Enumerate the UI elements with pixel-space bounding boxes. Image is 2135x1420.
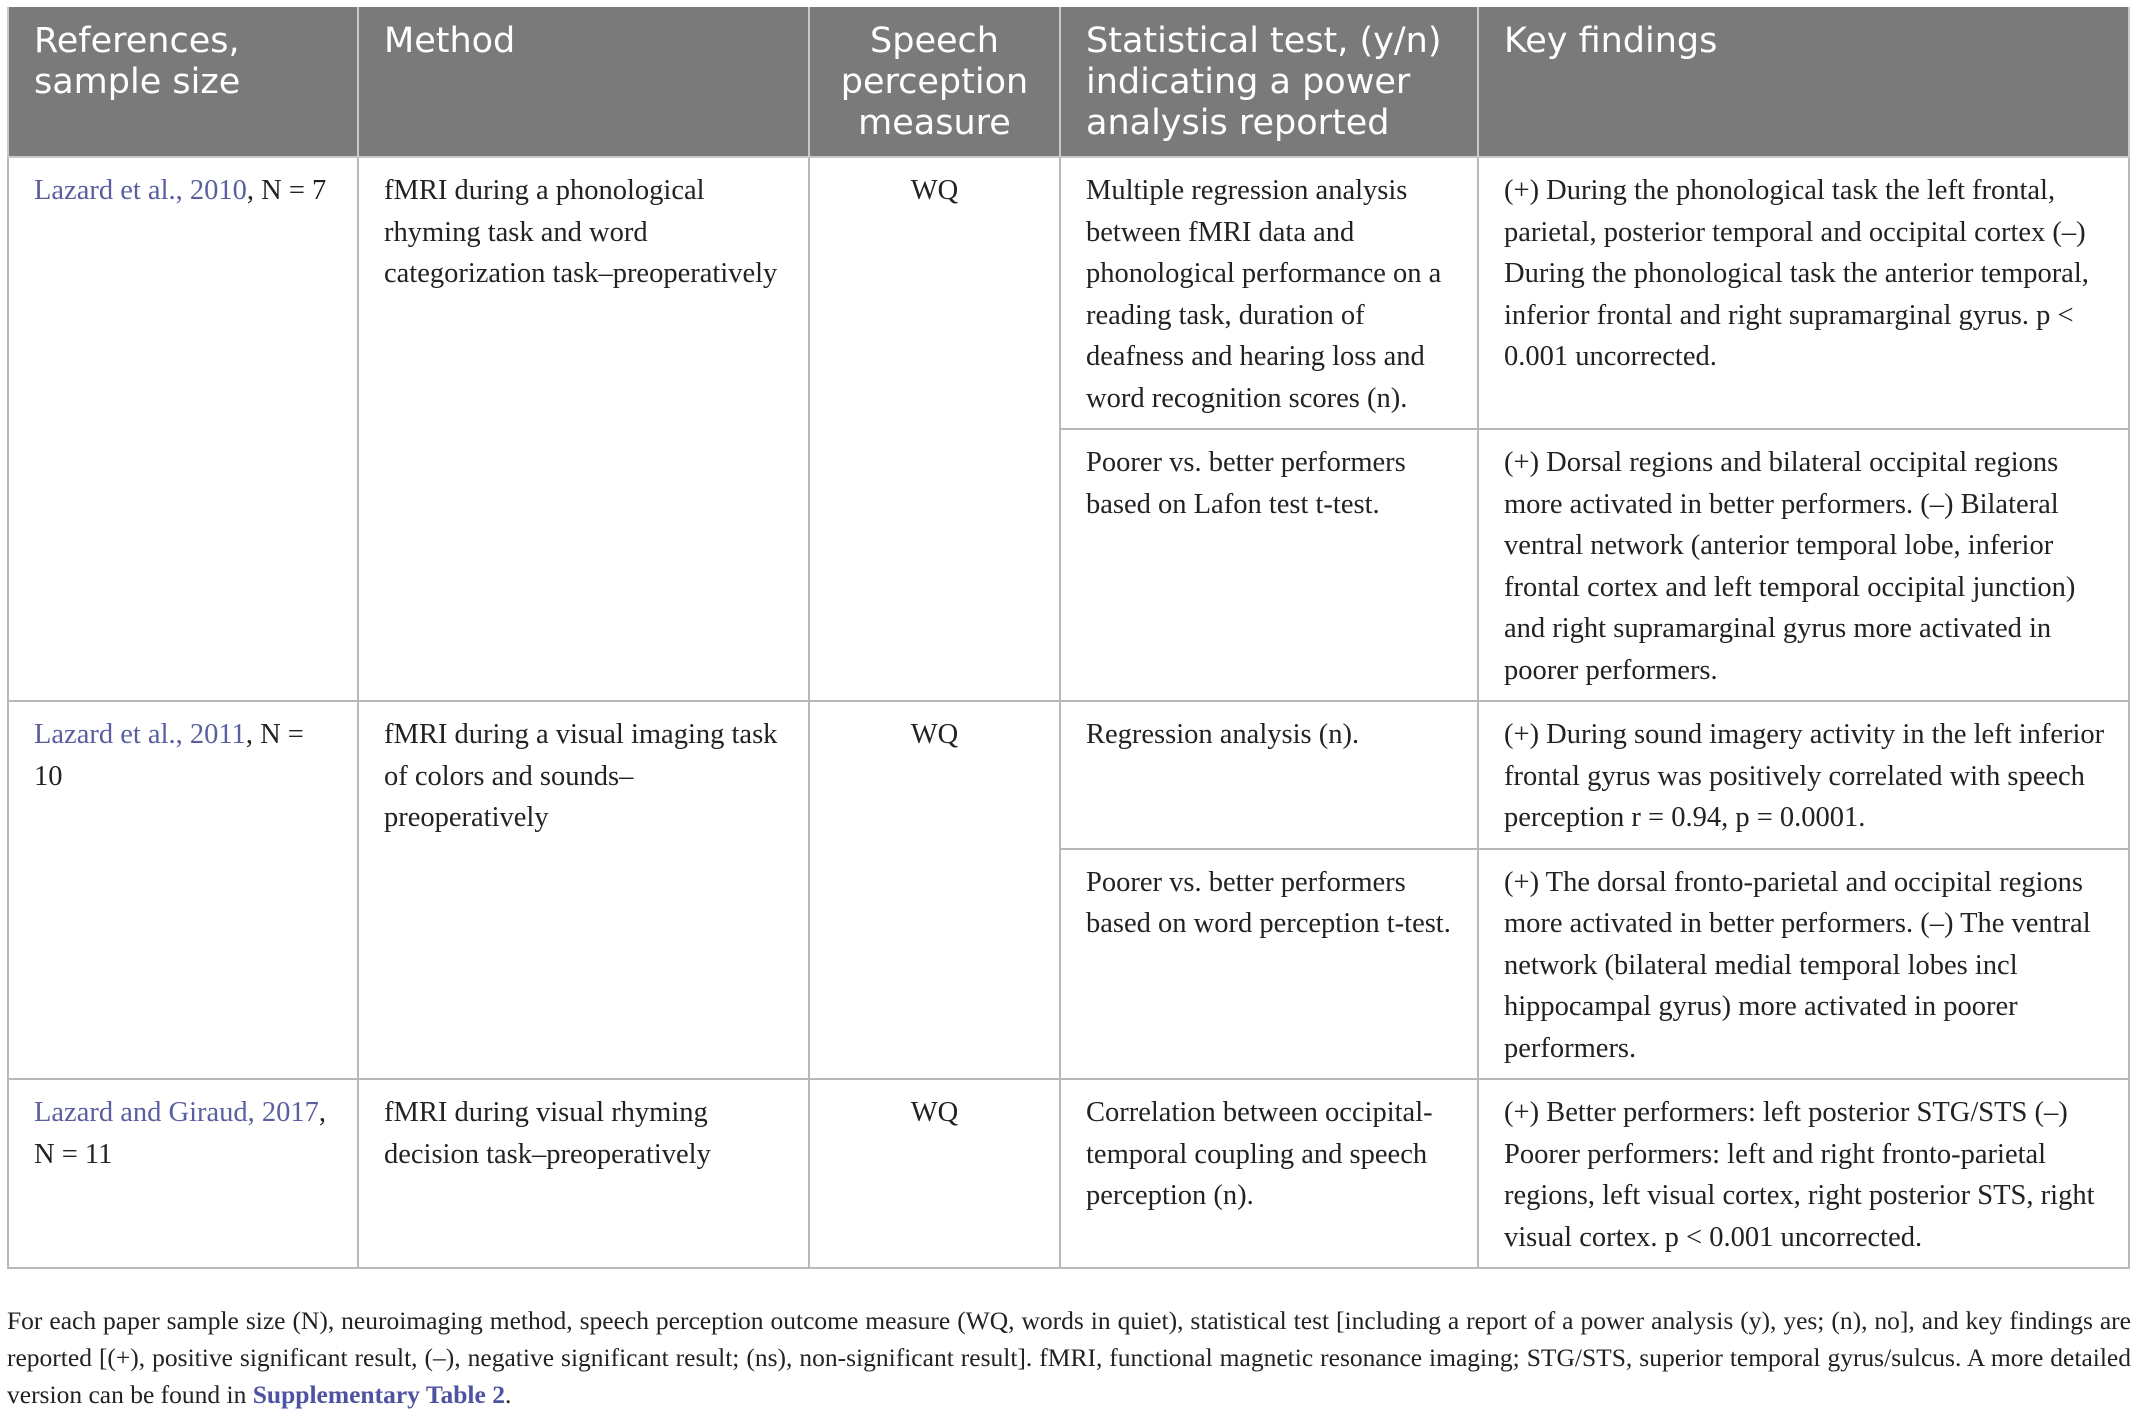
reference-cell: [8, 701, 358, 1079]
header-references: References, sample size: [8, 7, 358, 157]
test-cell: Poorer vs. better performers based on Lafon test t-test.: [1060, 429, 1478, 701]
table-row: [8, 1079, 2129, 1268]
sample-size: , N = 10: [34, 719, 304, 792]
reference-cell: [8, 1079, 358, 1268]
header-statistical-test: Statistical test, (y/n) indicating a power analysis reported: [1060, 7, 1478, 157]
sample-size: , N = 7: [246, 175, 327, 206]
measure-cell: WQ: [809, 157, 1060, 701]
findings-table: [7, 7, 2130, 1269]
test-cell: Regression analysis (n).: [1060, 701, 1478, 849]
reference-link[interactable]: Lazard et al.,: [34, 175, 190, 206]
table-row: [8, 701, 2129, 849]
header-measure: Speech perception measure: [809, 7, 1060, 157]
findings-cell: (+) During sound imagery activity in the left inferior frontal gyrus was positively correlated with speech perception r = 0.94, p = 0.0001.: [1478, 701, 2129, 849]
test-cell: Multiple regression analysis between fMRI data and phonological performance on a reading task, duration of deafness and hearing loss and word recognition scores (n).: [1060, 157, 1478, 429]
footnote-text: For each paper sample size (N), neuroimaging method, speech perception outcome measure (WQ, words in quiet), statistical test [including a report of a power analysis (y), yes; (n), no], and key findings are reported [(+), positive significant result, (–), negative significant result; (ns), non-significant result]. fMRI, functional magnetic resonance imaging; STG/STS, superior temporal gyrus/sulcus. A more detailed version can be found in: [7, 1306, 2131, 1409]
footnote-end: .: [504, 1380, 512, 1409]
measure-cell: WQ: [809, 1079, 1060, 1268]
findings-cell: (+) Dorsal regions and bilateral occipital regions more activated in better performers. (–) Bilateral ventral network (anterior temporal lobe, inferior frontal cortex and left temporal occipital junction) and right supramarginal gyrus more activated in poorer performers.: [1478, 429, 2129, 701]
sample-size: , N = 11: [34, 1097, 327, 1170]
table-header-row: [8, 7, 2129, 157]
findings-table-wrapper: [7, 7, 2128, 1269]
test-cell: Correlation between occipital-temporal coupling and speech perception (n).: [1060, 1079, 1478, 1268]
method-cell: fMRI during a visual imaging task of colors and sounds–preoperatively: [358, 701, 809, 1079]
findings-cell: (+) The dorsal fronto-parietal and occipital regions more activated in better performers. (–) The ventral network (bilateral medial temporal lobes incl hippocampal gyrus) more activated in poorer performers.: [1478, 849, 2129, 1080]
findings-cell: (+) Better performers: left posterior STG/STS (–) Poorer performers: left and right fronto-parietal regions, left visual cortex, right posterior STS, right visual cortex. p < 0.001 uncorrected.: [1478, 1079, 2129, 1268]
measure-cell: WQ: [809, 701, 1060, 1079]
reference-year-link[interactable]: 2011: [189, 719, 246, 750]
supplementary-table-link[interactable]: Supplementary Table 2: [252, 1380, 505, 1409]
reference-cell: [8, 157, 358, 701]
reference-link[interactable]: Lazard et al.,: [34, 719, 190, 750]
method-cell: fMRI during a phonological rhyming task and word categorization task–preoperatively: [358, 157, 809, 701]
header-method: Method: [358, 7, 809, 157]
table-footnote: [7, 1302, 2131, 1413]
reference-year-link[interactable]: 2017: [261, 1097, 319, 1128]
test-cell: Poorer vs. better performers based on word perception t-test.: [1060, 849, 1478, 1080]
findings-cell: (+) During the phonological task the left frontal, parietal, posterior temporal and occipital cortex (–) During the phonological task the anterior temporal, inferior frontal and right supramarginal gyrus. p < 0.001 uncorrected.: [1478, 157, 2129, 429]
reference-year-link[interactable]: 2010: [189, 175, 247, 206]
table-row: [8, 157, 2129, 429]
header-key-findings: Key findings: [1478, 7, 2129, 157]
method-cell: fMRI during visual rhyming decision task–preoperatively: [358, 1079, 809, 1268]
reference-link[interactable]: Lazard and Giraud,: [34, 1097, 262, 1128]
